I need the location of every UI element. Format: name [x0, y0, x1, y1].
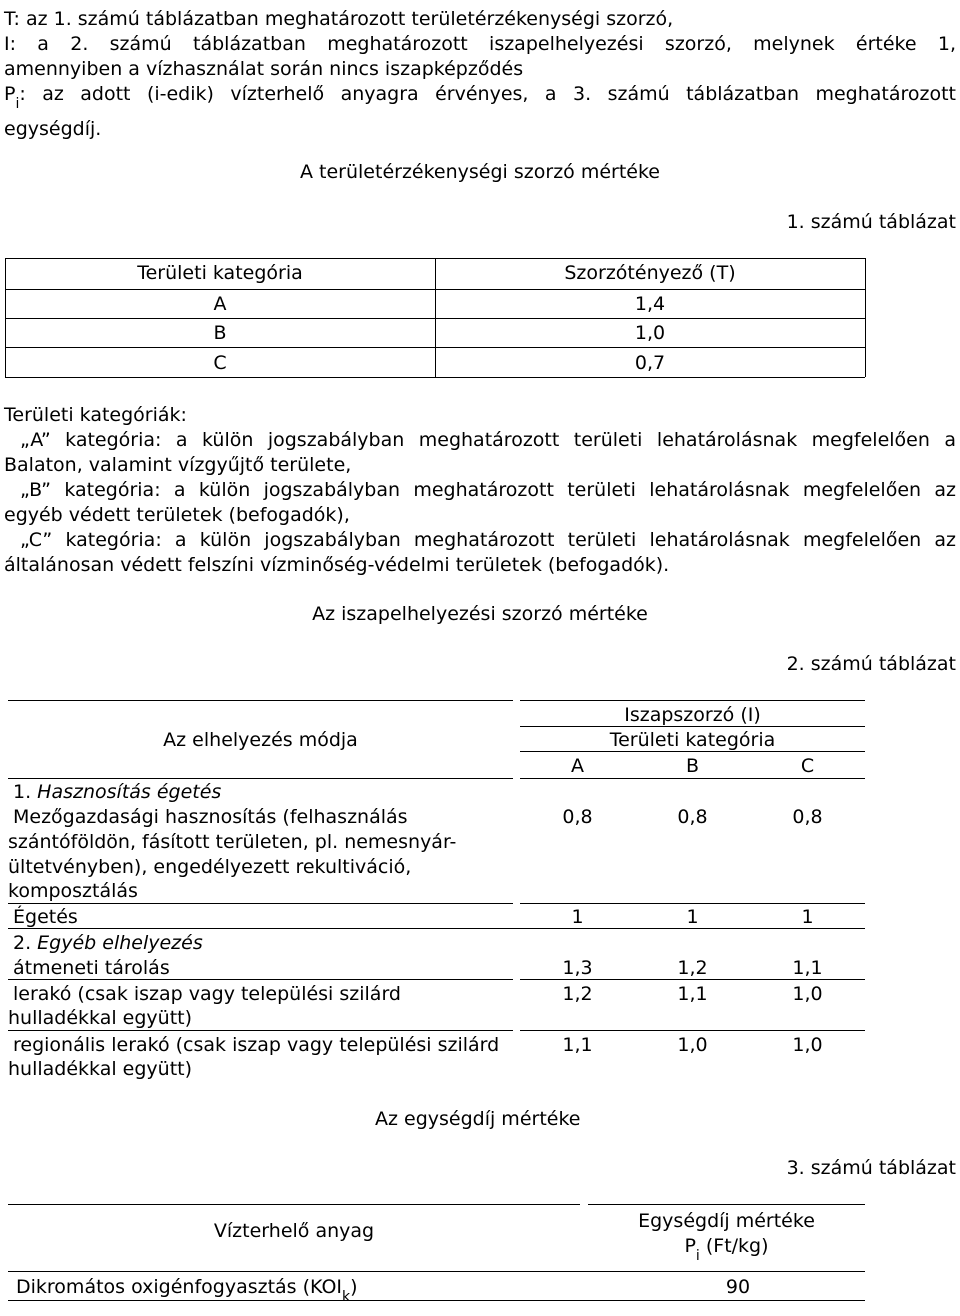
- table1-cell-category: B: [213, 322, 227, 344]
- temporary-storage-value-b: 1,2: [677, 957, 708, 979]
- table1-heading: A területérzékenységi szorzó mértéke: [300, 161, 660, 183]
- agri-line-2: szántóföldön, fásított területen, pl. nemesnyár-: [8, 831, 457, 853]
- p-subscript: i: [15, 96, 20, 112]
- agri-value-b: 0,8: [677, 806, 708, 828]
- table1-header-multiplier: Szorzótényező (T): [564, 262, 736, 284]
- intro-p-line-1: [4, 82, 956, 112]
- agri-line-1: Mezőgazdasági hasznosítás (felhasználás: [13, 806, 408, 828]
- section-2-number: 2.: [13, 932, 38, 954]
- category-b-line-2: egyéb védett területek (befogadók),: [4, 504, 350, 526]
- section-1-label: Hasznosítás égetés: [37, 781, 222, 803]
- landfill-value-c: 1,0: [792, 983, 823, 1005]
- table1-border: [865, 258, 866, 377]
- table2-header-cat-c: C: [800, 755, 815, 777]
- p-letter: P: [4, 83, 16, 105]
- category-c-line-1: „C” kategória: a külön jogszabályban meghatározott területi lehatárolásnak megfelelően az: [20, 529, 956, 551]
- table3-header-unit-price: Egységdíj mértéke: [638, 1210, 815, 1232]
- burn-value-b: 1: [686, 906, 699, 928]
- intro-t-line: T: az 1. számú táblázatban meghatározott területérzékenységi szorzó,: [4, 8, 674, 30]
- table2-header-cat-a: A: [571, 755, 584, 777]
- section-1-number: 1.: [13, 781, 38, 803]
- cod-subscript: k: [342, 1289, 351, 1305]
- table1-cell-value: 0,7: [634, 352, 666, 374]
- regional-landfill-value-b: 1,0: [677, 1034, 708, 1056]
- burn-label: Égetés: [13, 906, 78, 928]
- temporary-storage-value-c: 1,1: [792, 957, 823, 979]
- category-a-line-2: Balaton, valamint vízgyűjtő területe,: [4, 454, 352, 476]
- intro-i-line-2: amennyiben a vízhasználat során nincs iszapképződés: [4, 58, 524, 80]
- agri-line-3: ültetvényben), engedélyezett rekultiváció,: [8, 856, 412, 878]
- categories-title: Területi kategóriák:: [4, 404, 187, 426]
- category-b-line-1: „B” kategória: a külön jogszabályban meghatározott területi lehatárolásnak megfelelően az: [20, 479, 956, 501]
- landfill-value-a: 1,2: [562, 983, 593, 1005]
- table2-header-cat-b: B: [685, 755, 700, 777]
- cod-close-paren: ): [350, 1276, 358, 1298]
- section-2-title: [13, 931, 203, 956]
- agri-value-c: 0,8: [792, 806, 823, 828]
- table3-number: 3. számú táblázat: [786, 1157, 956, 1179]
- intro-p-line-2: egységdíj.: [4, 118, 102, 140]
- table2-header-sludge-multiplier: Iszapszorzó (I): [624, 704, 761, 726]
- cod-row-value: 90: [725, 1276, 751, 1298]
- table3-border: [588, 1204, 865, 1205]
- table1-cell-value: 1,0: [634, 322, 666, 344]
- category-a-line-1: „A” kategória: a külön jogszabályban meghatározott területi lehatárolásnak megfelelően a: [20, 429, 956, 451]
- burn-value-a: 1: [571, 906, 584, 928]
- unit-p-letter: P: [684, 1235, 696, 1257]
- regional-landfill-line-2: hulladékkal együtt): [8, 1058, 193, 1080]
- table1-cell-category: A: [213, 293, 227, 315]
- table2-border: [8, 778, 513, 779]
- table2-border: [520, 903, 865, 904]
- table1-border: [5, 377, 865, 378]
- table2-header-category: Területi kategória: [609, 729, 776, 751]
- table2-border: [520, 1030, 865, 1031]
- agri-value-a: 0,8: [562, 806, 593, 828]
- landfill-line-1: lerakó (csak iszap vagy települési szilárd: [13, 983, 401, 1005]
- category-c-line-2: általánosan védett felszíni vízminőség-védelmi területek (befogadók).: [4, 554, 670, 576]
- temporary-storage-value-a: 1,3: [562, 957, 593, 979]
- regional-landfill-line-1: regionális lerakó (csak iszap vagy települési szilárd: [13, 1034, 500, 1056]
- table3-header-substance: Vízterhelő anyag: [213, 1220, 375, 1242]
- table3-header-unit: [588, 1234, 865, 1264]
- landfill-value-b: 1,1: [677, 983, 708, 1005]
- table1-number: 1. számú táblázat: [786, 211, 956, 233]
- section-2-label: Egyéb elhelyezés: [37, 932, 203, 954]
- table2-heading: Az iszapelhelyezési szorzó mértéke: [312, 603, 648, 625]
- table2-number: 2. számú táblázat: [786, 653, 956, 675]
- landfill-line-2: hulladékkal együtt): [8, 1007, 193, 1029]
- section-1-title: [13, 780, 221, 805]
- unit-rest: (Ft/kg): [699, 1235, 769, 1257]
- table1-header-category: Területi kategória: [137, 262, 303, 284]
- cod-row-label: [16, 1275, 358, 1305]
- table3-heading: Az egységdíj mértéke: [375, 1108, 581, 1130]
- cod-label-text: Dikromátos oxigénfogyasztás (KOI: [16, 1276, 343, 1298]
- regional-landfill-value-c: 1,0: [792, 1034, 823, 1056]
- intro-i-line-1: I: a 2. számú táblázatban meghatározott iszapelhelyezési szorzó, melynek értéke 1,: [4, 33, 956, 55]
- table1-cell-category: C: [213, 352, 227, 374]
- agri-line-4: komposztálás: [8, 880, 138, 902]
- table2-border: [8, 700, 513, 701]
- p-line-rest: : az adott (i-edik) vízterhelő anyagra érvényes, a 3. számú táblázatban meghatározott: [19, 83, 956, 105]
- table2-header-method: Az elhelyezés módja: [163, 729, 358, 751]
- unit-p-subscript: i: [695, 1248, 700, 1264]
- regional-landfill-value-a: 1,1: [562, 1034, 593, 1056]
- table3-border: [8, 1271, 865, 1272]
- table1-cell-value: 1,4: [634, 293, 666, 315]
- temporary-storage-label: átmeneti tárolás: [13, 957, 170, 979]
- burn-value-c: 1: [801, 906, 814, 928]
- table3-border: [8, 1204, 580, 1205]
- table2-border: [520, 700, 865, 701]
